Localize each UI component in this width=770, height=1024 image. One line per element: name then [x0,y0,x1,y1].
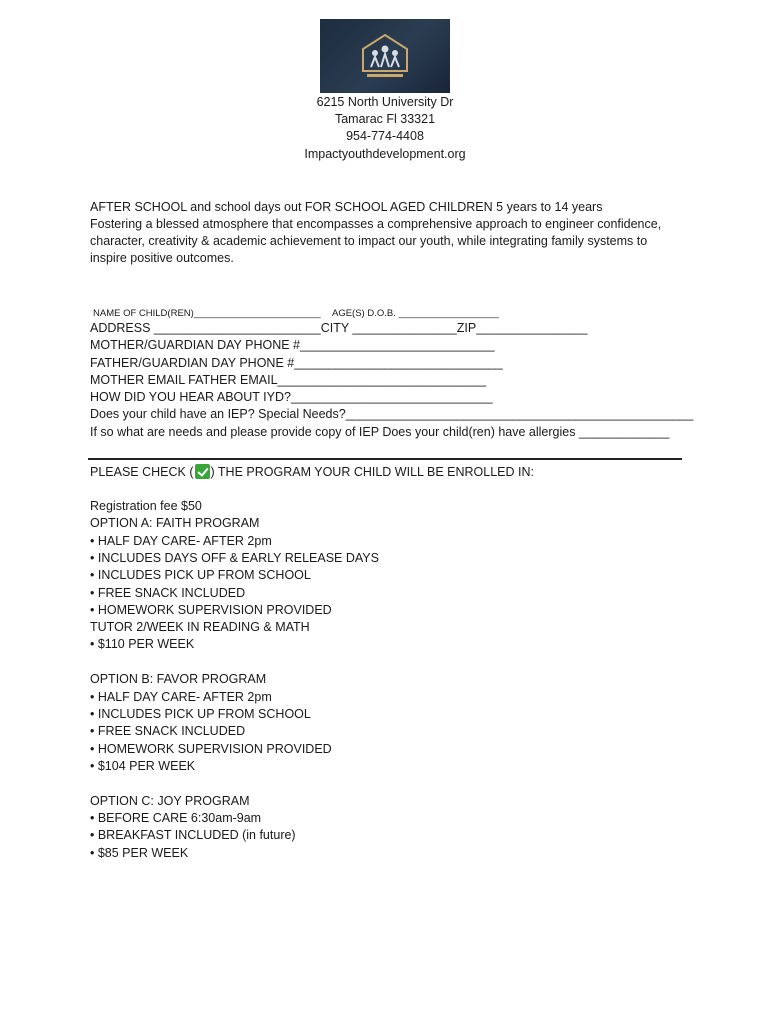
father-phone-field[interactable]: FATHER/GUARDIAN DAY PHONE #______________________________ [90,356,503,370]
option-a-item: • HOMEWORK SUPERVISION PROVIDED [90,603,332,617]
intro-heading: AFTER SCHOOL and school days out FOR SCHOOL AGED CHILDREN 5 years to 14 years [90,200,603,214]
option-b-title: OPTION B: FAVOR PROGRAM [90,672,267,686]
address-website: Impactyouthdevelopment.org [304,147,466,161]
option-c-item: • BREAKFAST INCLUDED (in future) [90,828,296,842]
option-a-price: • $110 PER WEEK [90,637,195,651]
logo-emblem-icon [345,31,425,81]
option-c-title: OPTION C: JOY PROGRAM [90,794,250,808]
option-c-price: • $85 PER WEEK [90,846,189,860]
mother-phone-field[interactable]: MOTHER/GUARDIAN DAY PHONE #____________________________ [90,338,495,352]
registration-fee: Registration fee $50 [90,499,202,513]
option-a-title: OPTION A: FAITH PROGRAM [90,516,260,530]
checkbox-icon[interactable] [195,464,210,479]
section-divider [88,458,682,460]
option-b-item: • FREE SNACK INCLUDED [90,724,246,738]
option-b-item: • INCLUDES PICK UP FROM SCHOOL [90,707,311,721]
allergies-field[interactable]: If so what are needs and please provide copy of IEP Does your child(ren) have allergies _____________ [90,425,670,439]
option-a-item: • INCLUDES PICK UP FROM SCHOOL [90,568,311,582]
child-name-field[interactable]: NAME OF CHILD(REN)________________________ [93,308,321,319]
email-field[interactable]: MOTHER EMAIL FATHER EMAIL______________________________ [90,373,487,387]
option-b-item: • HALF DAY CARE- AFTER 2pm [90,690,272,704]
option-c-item: • BEFORE CARE 6:30am-9am [90,811,262,825]
option-b-price: • $104 PER WEEK [90,759,196,773]
option-a-item: • HALF DAY CARE- AFTER 2pm [90,534,272,548]
organization-logo [320,19,450,93]
option-a-item: • INCLUDES DAYS OFF & EARLY RELEASE DAYS [90,551,379,565]
address-street: 6215 North University Dr [316,95,454,109]
address-phone: 954-774-4408 [346,129,424,143]
program-check-prompt [90,464,534,481]
referral-source-field[interactable]: HOW DID YOU HEAR ABOUT IYD?_____________________________ [90,390,493,404]
address-field[interactable]: ADDRESS ________________________CITY _______________ZIP________________ [90,321,588,335]
option-a-item: TUTOR 2/WEEK IN READING & MATH [90,620,310,634]
option-b-item: • HOMEWORK SUPERVISION PROVIDED [90,742,332,756]
intro-text-line: Fostering a blessed atmosphere that encompasses a comprehensive approach to engineer confidence, [90,217,662,231]
age-dob-field[interactable]: AGE(S) D.O.B. ___________________ [332,308,499,319]
intro-text-line: character, creativity & academic achievement to impact our youth, while integrating family systems to [90,234,648,248]
prompt-text-before: PLEASE CHECK ( [90,465,194,479]
address-city: Tamarac Fl 33321 [334,112,436,126]
prompt-text-after: ) THE PROGRAM YOUR CHILD WILL BE ENROLLED IN: [210,465,534,479]
option-a-item: • FREE SNACK INCLUDED [90,586,246,600]
iep-field[interactable]: Does your child have an IEP? Special Needs?__________________________________________________ [90,407,694,421]
intro-text-line: inspire positive outcomes. [90,251,234,265]
